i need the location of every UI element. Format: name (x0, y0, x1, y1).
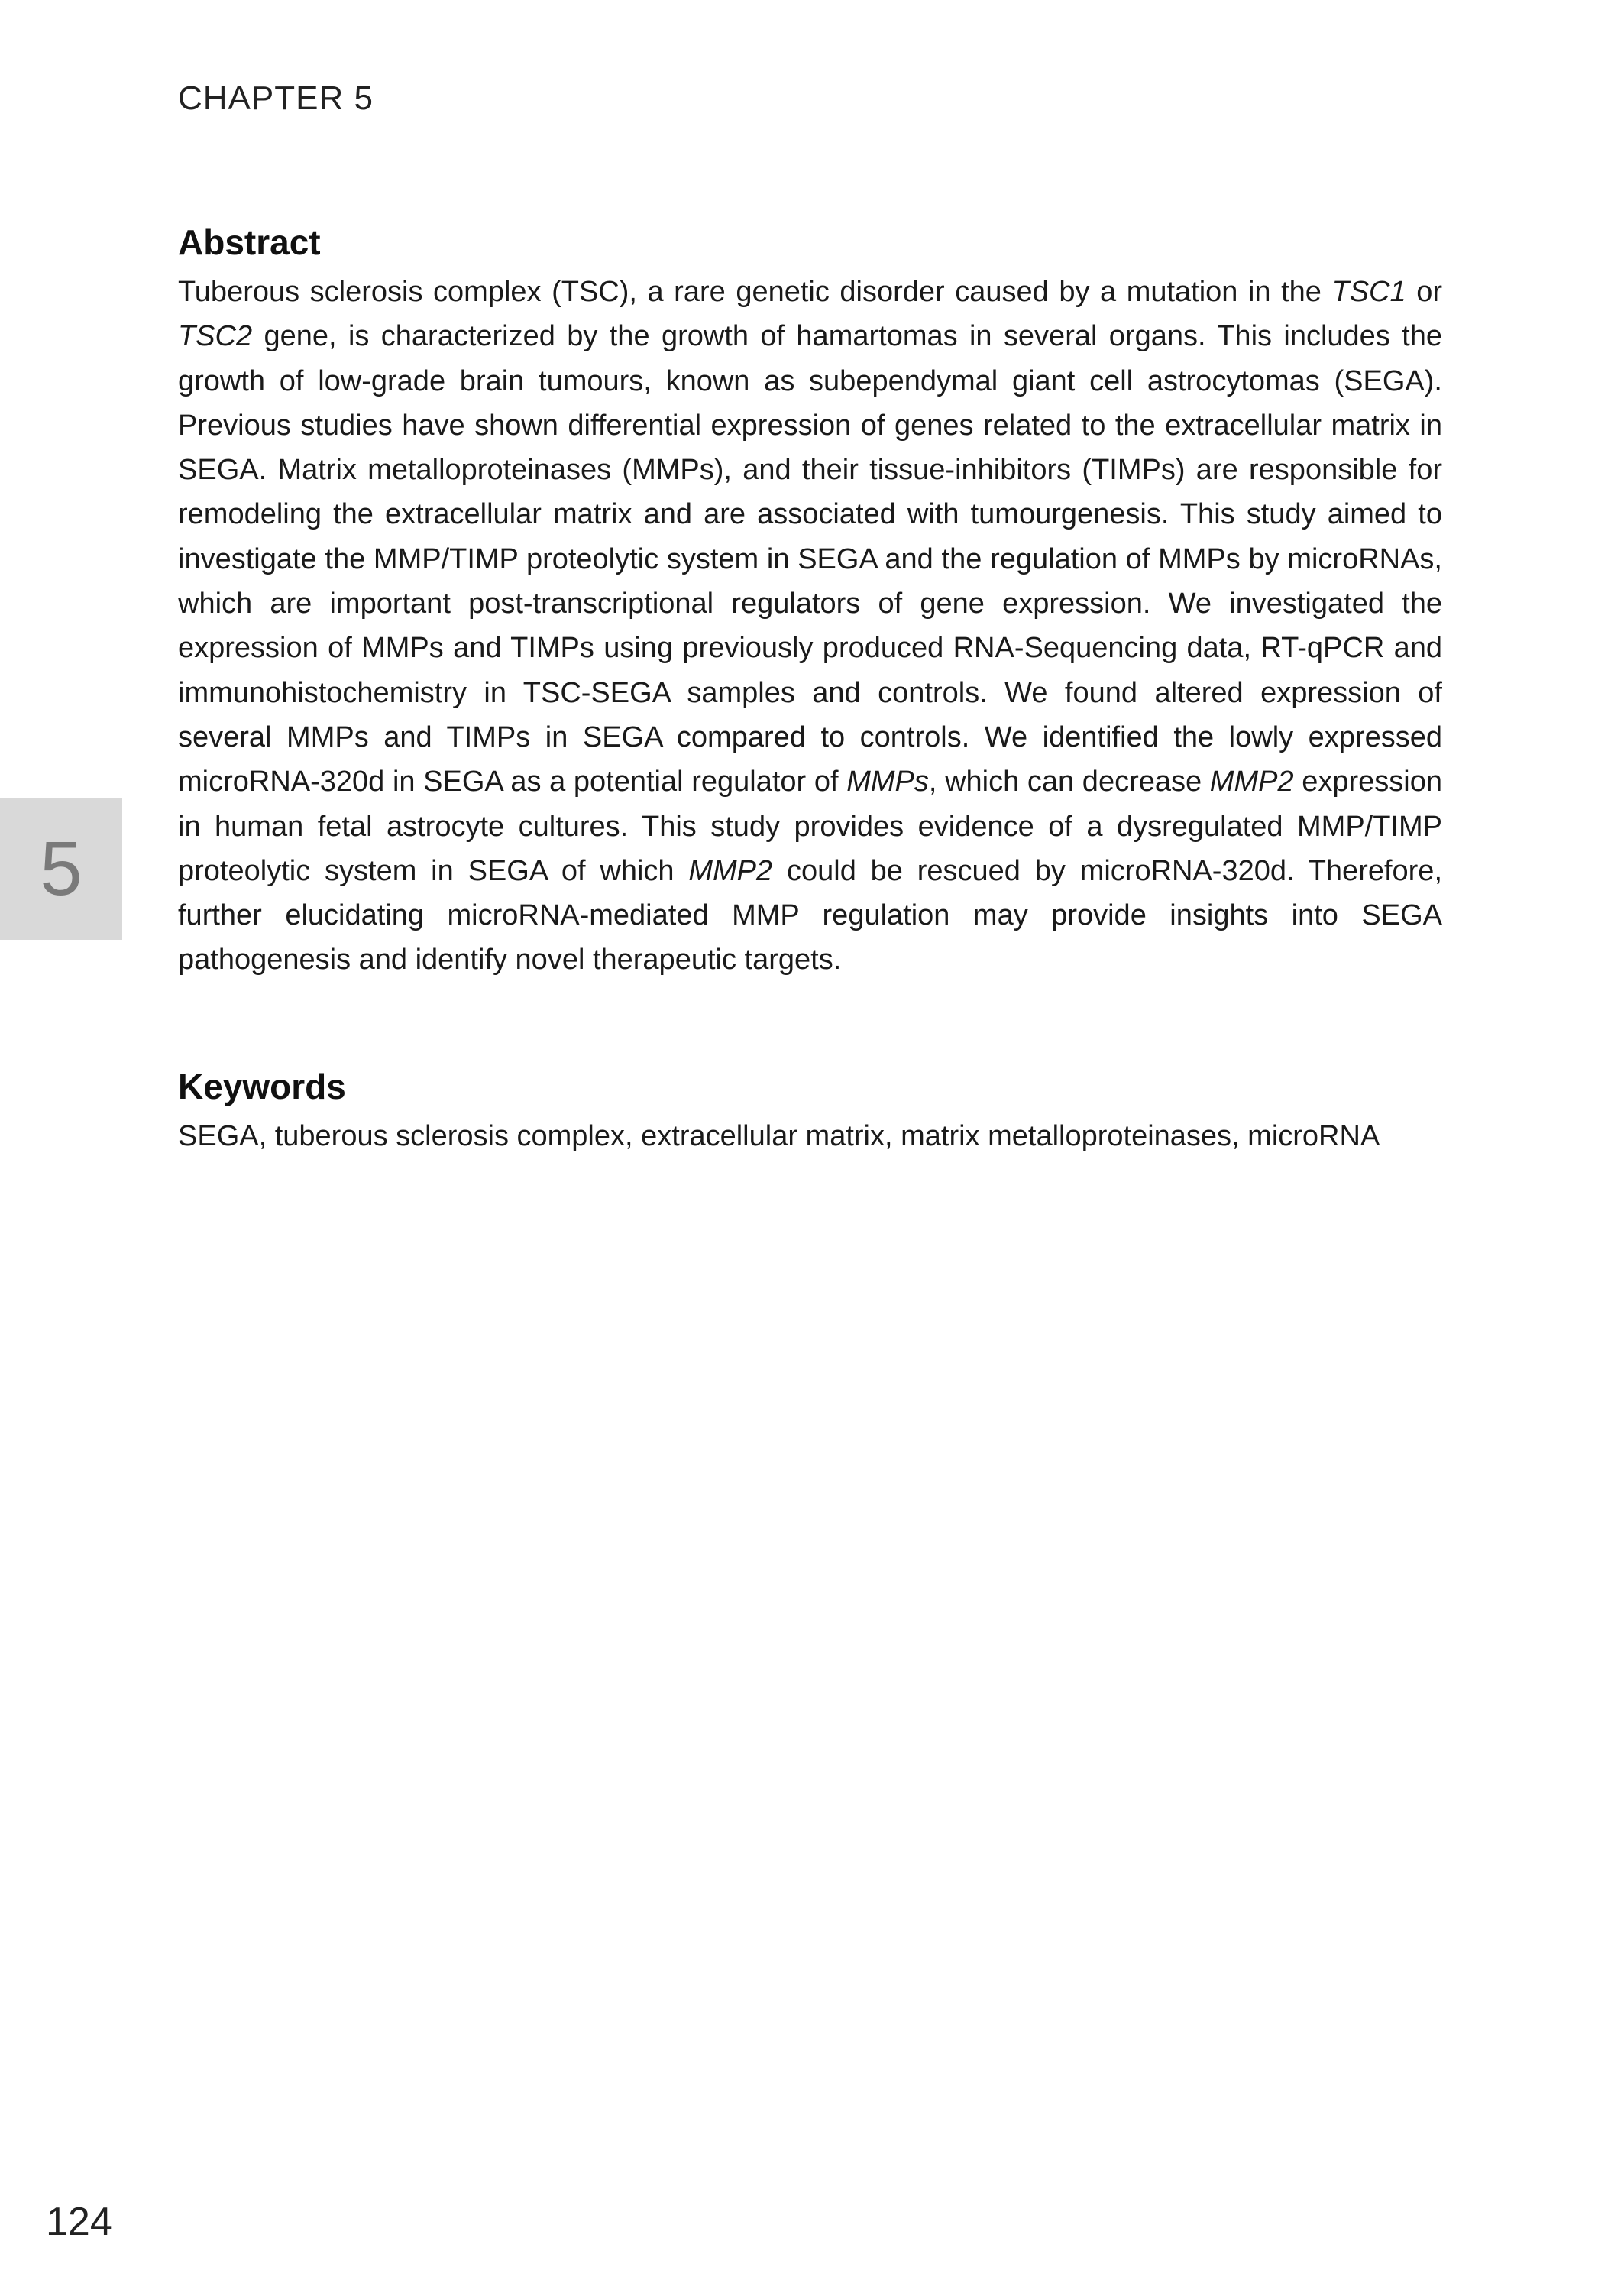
abstract-text-segment: Tuberous sclerosis complex (TSC), a rare genetic disorder caused by a mutation in the (178, 276, 1332, 308)
abstract-body (178, 270, 1442, 983)
abstract-gene-tsc1: TSC1 (1331, 276, 1406, 308)
chapter-tab-number: 5 (40, 826, 82, 912)
abstract-gene-mmp2: MMP2 (688, 854, 773, 887)
chapter-thumb-tab (0, 798, 122, 940)
abstract-text-segment: gene, is characterized by the growth of hamartomas in several organs. This includes the growth of low-grade brain tumours, known as subependymal giant cell astrocytomas (SEGA). Previous studies have shown differential expression of genes related to the extracellular matrix in SEGA. Matrix metalloproteinases (MMPs), and their tissue-inhibitors (TIMPs) are responsible for remodeling the extracellular matrix and are associated with tumourgenesis. This study aimed to investigate the MMP/TIMP proteolytic system in SEGA and the regulation of MMPs by microRNAs, which are important post-transcriptional regulators of gene expression. We investigated the expression of MMPs and TIMPs using previously produced RNA-Sequencing data, RT-qPCR and immunohistochemistry in TSC-SEGA samples and controls. We found altered expression of several MMPs and TIMPs in SEGA compared to controls. We identified the lowly expressed microRNA-320d in SEGA as a potential regulator of (178, 320, 1442, 798)
page-number: 124 (46, 2200, 112, 2244)
abstract-text-segment: or (1406, 276, 1442, 308)
abstract-text-segment: expression in human fetal astrocyte cultures. This study provides evidence of a dysregulated MMP/TIMP proteolytic system in SEGA of which (178, 766, 1443, 887)
running-head: CHAPTER 5 (178, 79, 374, 117)
abstract-paragraph (178, 270, 1442, 983)
abstract-heading: Abstract (178, 222, 321, 262)
abstract-text-segment: , which can decrease (928, 766, 1210, 798)
keywords-heading: Keywords (178, 1067, 346, 1106)
abstract-gene-tsc2: TSC2 (178, 320, 253, 353)
abstract-text-segment: could be rescued by microRNA-320d. Therefore, further elucidating microRNA-mediated MMP regulation may provide insights into SEGA pathogenesis and identify novel therapeutic targets. (178, 854, 1442, 976)
abstract-gene-mmps: MMPs (846, 766, 929, 798)
abstract-gene-mmp2: MMP2 (1209, 766, 1294, 798)
keywords-list: SEGA, tuberous sclerosis complex, extracellular matrix, matrix metalloproteinases, microRNA (178, 1120, 1380, 1152)
